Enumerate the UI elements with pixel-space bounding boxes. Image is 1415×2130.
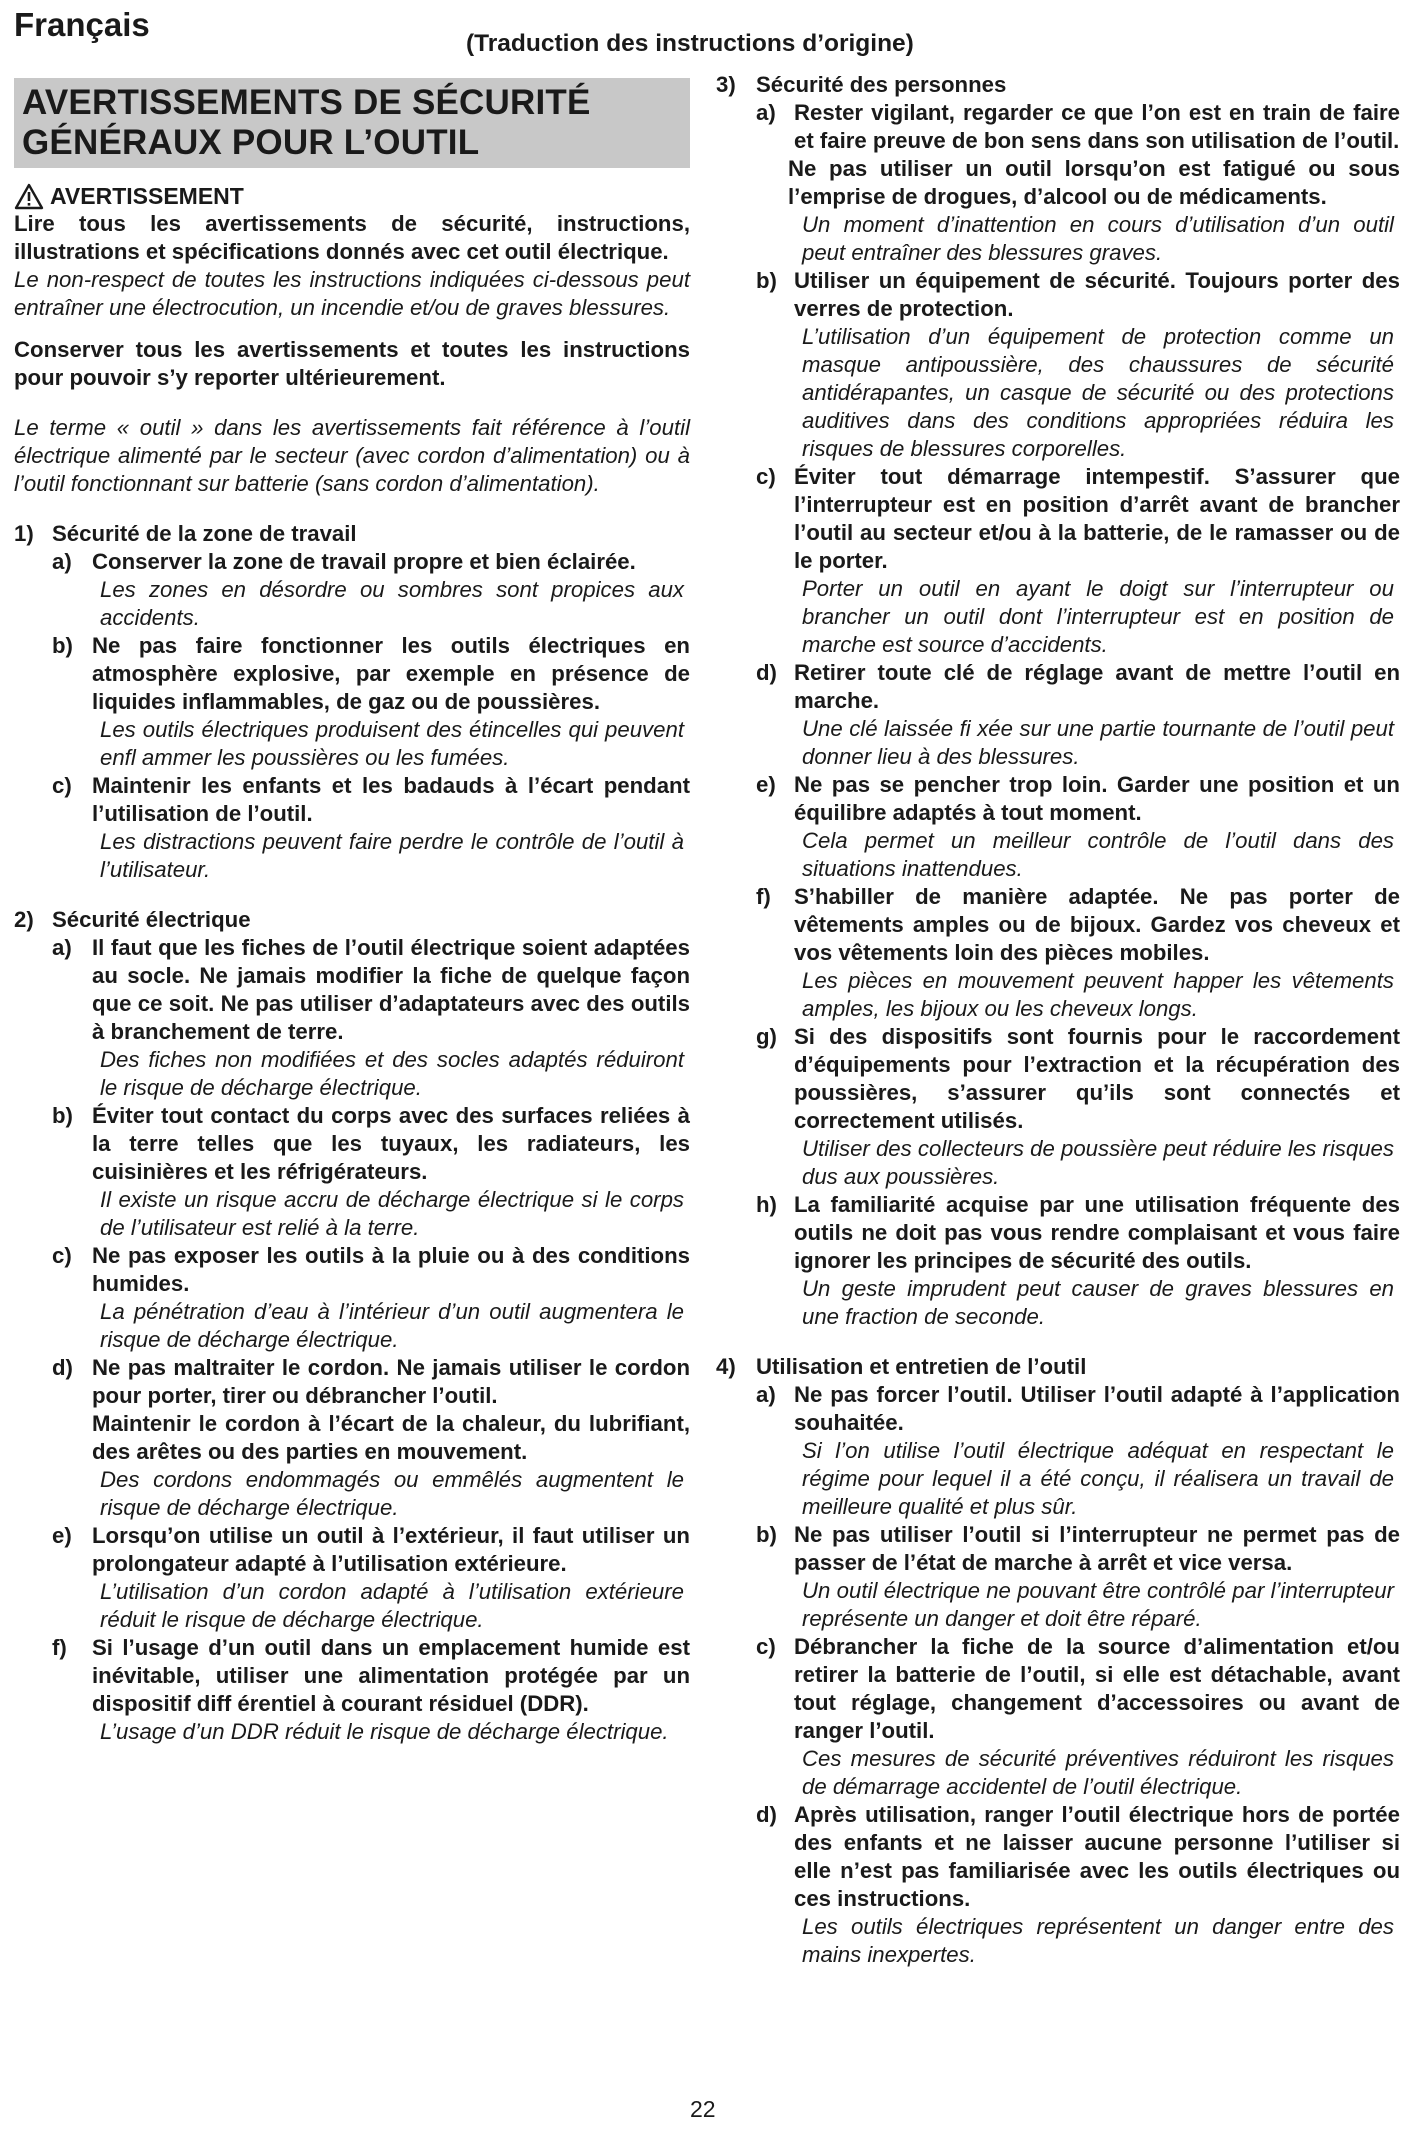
list-item: g) Si des dispositifs sont fournis pour le raccordement d’équipements pour l’extraction et la récupération des poussières, s’assurer qu’ils sont connectés et correctement utilisés. xyxy=(756,1024,1400,1133)
list-item: h) La familiarité acquise par une utilisation fréquente des outils ne doit pas vous rendre complaisant et vous faire ignorer les principes de sécurité des outils. xyxy=(756,1192,1400,1273)
warning-italic-text: Le non-respect de toutes les instructions indiquées ci-dessous peut entraîner une électrocution, un incendie et/ou de graves blessures. xyxy=(14,267,690,320)
item-note: Les zones en désordre ou sombres sont propices aux accidents. xyxy=(100,577,684,630)
item-note: Les pièces en mouvement peuvent happer les vêtements amples, les bijoux ou les cheveux longs. xyxy=(802,968,1394,1021)
item-note: Ces mesures de sécurité préventives réduiront les risques de démarrage accidentel de l’outil électrique. xyxy=(802,1746,1394,1799)
list-item: c) Ne pas exposer les outils à la pluie ou à des conditions humides. xyxy=(52,1243,690,1296)
item-note: Un outil électrique ne pouvant être contrôlé par l’interrupteur représente un danger et doit être réparé. xyxy=(802,1578,1394,1631)
warning-bold-text: Lire tous les avertissements de sécurité, instructions, illustrations et spécifications donnés avec cet outil électrique. xyxy=(14,211,690,264)
list-item: a) Ne pas forcer l’outil. Utiliser l’outil adapté à l’application souhaitée. xyxy=(756,1382,1400,1435)
item-note: Les outils électriques produisent des étincelles qui peuvent enfl ammer les poussières ou les fumées. xyxy=(100,717,684,770)
list-item: d) Retirer toute clé de réglage avant de mettre l’outil en marche. xyxy=(756,660,1400,713)
item-note: Il existe un risque accru de décharge électrique si le corps de l’utilisateur est relié à la terre. xyxy=(100,1187,684,1240)
item-extra-text: Ne pas utiliser un outil lorsqu’on est fatigué ou sous l’emprise de drogues, d’alcool ou de médicaments. xyxy=(788,156,1400,209)
list-item: d) Après utilisation, ranger l’outil électrique hors de portée des enfants et ne laisser aucune personne l’utiliser si elle n’est pas familiarisée avec les outils électriques ou ces instructions. xyxy=(756,1802,1400,1911)
banner-title-line-2: GÉNÉRAUX POUR L’OUTIL xyxy=(22,123,480,162)
language-label: Français xyxy=(14,6,150,43)
section-heading: 2) Sécurité électrique xyxy=(14,907,251,932)
item-note: Cela permet un meilleur contrôle de l’outil dans des situations inattendues. xyxy=(802,828,1394,881)
list-item: f) S’habiller de manière adaptée. Ne pas porter de vêtements amples ou de bijoux. Gardez vos cheveux et vos vêtements loin des pièces mobiles. xyxy=(756,884,1400,965)
item-note: Porter un outil en ayant le doigt sur l’interrupteur ou brancher un outil dont l’interrupteur est en position de marche est source d’accidents. xyxy=(802,576,1394,657)
list-item: a) Conserver la zone de travail propre et bien éclairée. xyxy=(52,549,636,574)
section-heading: 1) Sécurité de la zone de travail xyxy=(14,521,357,546)
section-banner xyxy=(14,78,690,168)
item-note: Un geste imprudent peut causer de graves blessures en une fraction de seconde. xyxy=(802,1276,1394,1329)
list-item: e) Ne pas se pencher trop loin. Garder une position et un équilibre adaptés à tout moment. xyxy=(756,772,1400,825)
item-note: Les distractions peuvent faire perdre le contrôle de l’outil à l’utilisateur. xyxy=(100,829,684,882)
item-note: Un moment d’inattention en cours d’utilisation d’un outil peut entraîner des blessures graves. xyxy=(802,212,1394,265)
list-item: b) Ne pas faire fonctionner les outils électriques en atmosphère explosive, par exemple en présence de liquides inflammables, de gaz ou de poussières. xyxy=(52,633,690,714)
banner-title-line-1: AVERTISSEMENTS DE SÉCURITÉ xyxy=(22,83,591,122)
list-item: b) Utiliser un équipement de sécurité. Toujours porter des verres de protection. xyxy=(756,268,1400,321)
list-item: f) Si l’usage d’un outil dans un emplacement humide est inévitable, utiliser une alimentation protégée par un dispositif diff érentiel à courant résiduel (DDR). xyxy=(52,1635,690,1716)
list-item: c) Débrancher la fiche de la source d’alimentation et/ou retirer la batterie de l’outil, si elle est détachable, avant tout réglage, changement d’accessoires ou avant de ranger l’outil. xyxy=(756,1634,1400,1743)
item-note: La pénétration d’eau à l’intérieur d’un outil augmentera le risque de décharge électrique. xyxy=(100,1299,684,1352)
warning-triangle-icon xyxy=(14,183,44,210)
item-note: Des cordons endommagés ou emmêlés augmentent le risque de décharge électrique. xyxy=(100,1467,684,1520)
list-item: c) Éviter tout démarrage intempestif. S’assurer que l’interrupteur est en position d’arrêt avant de brancher l’outil au secteur et/ou à la batterie, de le ramasser ou de le porter. xyxy=(756,464,1400,573)
item-note: Une clé laissée fi xée sur une partie tournante de l’outil peut donner lieu à des blessures. xyxy=(802,716,1394,769)
warning-heading xyxy=(14,182,690,210)
list-item: a) Rester vigilant, regarder ce que l’on est en train de faire et faire preuve de bon sens dans son utilisation de l’outil. xyxy=(756,100,1400,153)
page-number: 22 xyxy=(690,2096,716,2122)
item-note: L’usage d’un DDR réduit le risque de décharge électrique. xyxy=(100,1719,669,1744)
section-heading: 3) Sécurité des personnes xyxy=(716,72,1007,97)
section-heading: 4) Utilisation et entretien de l’outil xyxy=(716,1354,1087,1379)
term-definition-text: Le terme « outil » dans les avertissements fait référence à l’outil électrique alimenté par le secteur (avec cordon d’alimentation) ou à l’outil fonctionnant sur batterie (sans cordon d’alimentation). xyxy=(14,415,690,496)
keep-instructions-text: Conserver tous les avertissements et toutes les instructions pour pouvoir s’y reporter ultérieurement. xyxy=(14,337,690,390)
list-item: d) Ne pas maltraiter le cordon. Ne jamais utiliser le cordon pour porter, tirer ou débrancher l’outil. xyxy=(52,1355,690,1408)
item-note: L’utilisation d’un cordon adapté à l’utilisation extérieure réduit le risque de décharge électrique. xyxy=(100,1579,684,1632)
left-column xyxy=(14,78,690,1746)
list-item: b) Ne pas utiliser l’outil si l’interrupteur ne permet pas de passer de l’état de marche à arrêt et vice versa. xyxy=(756,1522,1400,1575)
right-column xyxy=(716,71,1400,1969)
item-note: Les outils électriques représentent un danger entre des mains inexpertes. xyxy=(802,1914,1394,1967)
item-note: Des fiches non modifiées et des socles adaptés réduiront le risque de décharge électrique. xyxy=(100,1047,684,1100)
document-subtitle: (Traduction des instructions d’origine) xyxy=(466,30,914,57)
list-item: e) Lorsqu’on utilise un outil à l’extérieur, il faut utiliser un prolongateur adapté à l’utilisation extérieure. xyxy=(52,1523,690,1576)
item-note: Utiliser des collecteurs de poussière peut réduire les risques dus aux poussières. xyxy=(802,1136,1394,1189)
item-note: Si l’on utilise l’outil électrique adéquat en respectant le régime pour lequel il a été conçu, il réalisera un travail de meilleure qualité et plus sûr. xyxy=(802,1438,1394,1519)
item-extra-text: Maintenir le cordon à l’écart de la chaleur, du lubrifiant, des arêtes ou des parties en mouvement. xyxy=(92,1411,690,1464)
list-item: c) Maintenir les enfants et les badauds à l’écart pendant l’utilisation de l’outil. xyxy=(52,773,690,826)
item-note: L’utilisation d’un équipement de protection comme un masque antipoussière, des chaussures de sécurité antidérapantes, un casque de sécurité ou des protections auditives dans des conditions appropriées réduira les risques de blessures corporelles. xyxy=(802,324,1394,461)
warning-label: AVERTISSEMENT xyxy=(50,183,244,209)
list-item: a) Il faut que les fiches de l’outil électrique soient adaptées au socle. Ne jamais modifier la fiche de quelque façon que ce soit. Ne pas utiliser d’adaptateurs avec des outils à branchement de terre. xyxy=(52,935,690,1044)
list-item: b) Éviter tout contact du corps avec des surfaces reliées à la terre telles que les tuyaux, les radiateurs, les cuisinières et les réfrigérateurs. xyxy=(52,1103,690,1184)
